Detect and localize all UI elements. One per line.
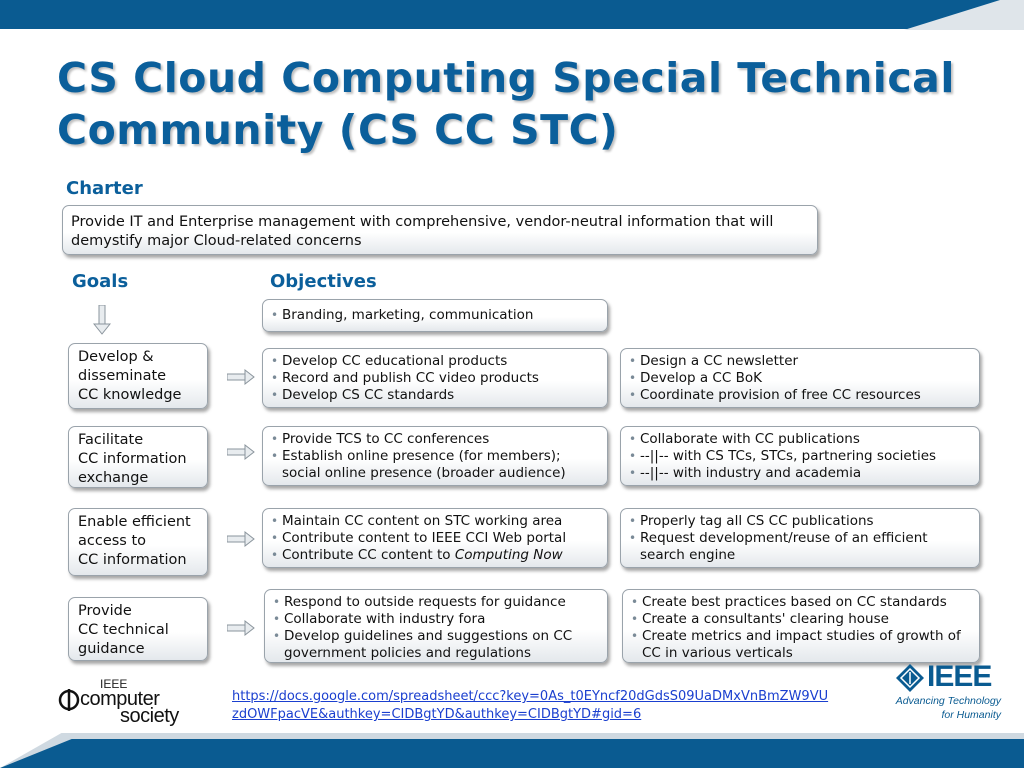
objective-item: • Develop CS CC standards xyxy=(269,387,601,404)
objective-box-3-left xyxy=(262,508,608,568)
right-arrow-icon xyxy=(227,369,255,385)
goal-line: guidance xyxy=(78,641,145,657)
objective-item: • Create metrics and impact studies of growth of CC in various verticals xyxy=(629,628,973,662)
bottom-decorative-band xyxy=(0,733,1024,768)
ieee-logo-tagline-1: Advancing Technology xyxy=(895,695,1001,707)
objective-item: • Request development/reuse of an efficient search engine xyxy=(627,530,973,564)
right-arrow-icon xyxy=(227,531,255,547)
objective-item: • --||-- with industry and academia xyxy=(627,465,973,482)
charter-label: Charter xyxy=(66,178,143,199)
objective-box-2-right xyxy=(620,426,980,486)
objective-box-1-left xyxy=(262,348,608,408)
objective-item: • --||-- with CS TCs, STCs, partnering societies xyxy=(627,448,973,465)
objective-top-box xyxy=(262,299,608,332)
cs-logo-society: society xyxy=(120,705,179,727)
objective-item: • Branding, marketing, communication xyxy=(269,307,601,324)
objective-item: • Develop a CC BoK xyxy=(627,370,973,387)
goal-line: Facilitate xyxy=(78,432,144,448)
goal-line: Develop & xyxy=(78,349,154,365)
slide-title: CS Cloud Computing Special Technical Community (CS CC STC) xyxy=(57,54,955,154)
goal-box-4 xyxy=(68,597,208,661)
computer-society-logo xyxy=(58,677,198,727)
objective-text: Contribute CC content to xyxy=(282,547,455,563)
objective-box-4-left xyxy=(264,589,608,663)
goal-line: disseminate xyxy=(78,368,167,384)
ieee-logo-word: IEEE xyxy=(927,660,992,693)
goal-box-3 xyxy=(68,508,208,576)
objective-item: • Coordinate provision of free CC resources xyxy=(627,387,973,404)
goal-line: Provide xyxy=(78,603,132,619)
goal-line: CC technical xyxy=(78,622,169,638)
objective-box-1-right xyxy=(620,348,980,408)
right-arrow-icon xyxy=(227,444,255,460)
objective-item: • Properly tag all CS CC publications xyxy=(627,513,973,530)
objective-box-3-right xyxy=(620,508,980,568)
goal-box-2 xyxy=(68,426,208,488)
goal-box-1 xyxy=(68,343,208,409)
objective-box-2-left xyxy=(262,426,608,486)
computing-now-title: Computing Now xyxy=(454,547,563,563)
objectives-label: Objectives xyxy=(270,271,377,292)
objective-item: • Design a CC newsletter xyxy=(627,353,973,370)
objective-item: • Respond to outside requests for guidance xyxy=(271,594,601,611)
bottom-blue-bar xyxy=(0,739,1024,768)
objective-item: • Maintain CC content on STC working area xyxy=(269,513,601,530)
goal-line: access to xyxy=(78,533,147,549)
objective-item: • Establish online presence (for members); social online presence (broader audience) xyxy=(269,448,601,482)
objective-item: • Collaborate with CC publications xyxy=(627,431,973,448)
objective-item xyxy=(269,547,601,564)
objective-item: • Develop guidelines and suggestions on CC government policies and regulations xyxy=(271,628,601,662)
top-blue-bar xyxy=(0,0,1024,29)
cs-logo-computer: computer xyxy=(80,688,160,710)
right-arrow-icon xyxy=(227,620,255,636)
objective-item: • Provide TCS to CC conferences xyxy=(269,431,601,448)
ieee-logo-tagline-2: for Humanity xyxy=(941,709,1001,721)
objective-item: • Collaborate with industry fora xyxy=(271,611,601,628)
cs-logo-ieee: IEEE xyxy=(100,677,128,691)
objective-item: • Contribute content to IEEE CCI Web portal xyxy=(269,530,601,547)
top-decorative-band xyxy=(0,0,1024,32)
objective-item: • Create best practices based on CC standards xyxy=(629,594,973,611)
goal-line: exchange xyxy=(78,470,149,486)
ieee-logo xyxy=(893,660,1003,722)
down-arrow-icon xyxy=(93,305,111,335)
objective-item: • Record and publish CC video products xyxy=(269,370,601,387)
objective-item: • Develop CC educational products xyxy=(269,353,601,370)
ieee-diamond-icon xyxy=(895,663,925,697)
objective-box-4-right xyxy=(622,589,980,663)
goal-line: CC information xyxy=(78,552,187,568)
charter-box: Provide IT and Enterprise management with comprehensive, vendor-neutral information that will demystify major Cloud-related concerns xyxy=(62,205,818,255)
goal-line: CC information xyxy=(78,451,187,467)
cs-emblem-icon xyxy=(58,689,80,715)
spreadsheet-link[interactable]: https://docs.google.com/spreadsheet/ccc?key=0As_t0EYncf20dGdsS09UaDMxVnBmZW9VUzdOWFpacVE&authkey=CIDBgtYD&authkey=CIDBgtYD#gid=6 xyxy=(232,689,829,722)
objective-item: • Create a consultants' clearing house xyxy=(629,611,973,628)
goals-label: Goals xyxy=(72,271,129,292)
goal-line: Enable efficient xyxy=(78,514,191,530)
goal-line: CC knowledge xyxy=(78,387,182,403)
